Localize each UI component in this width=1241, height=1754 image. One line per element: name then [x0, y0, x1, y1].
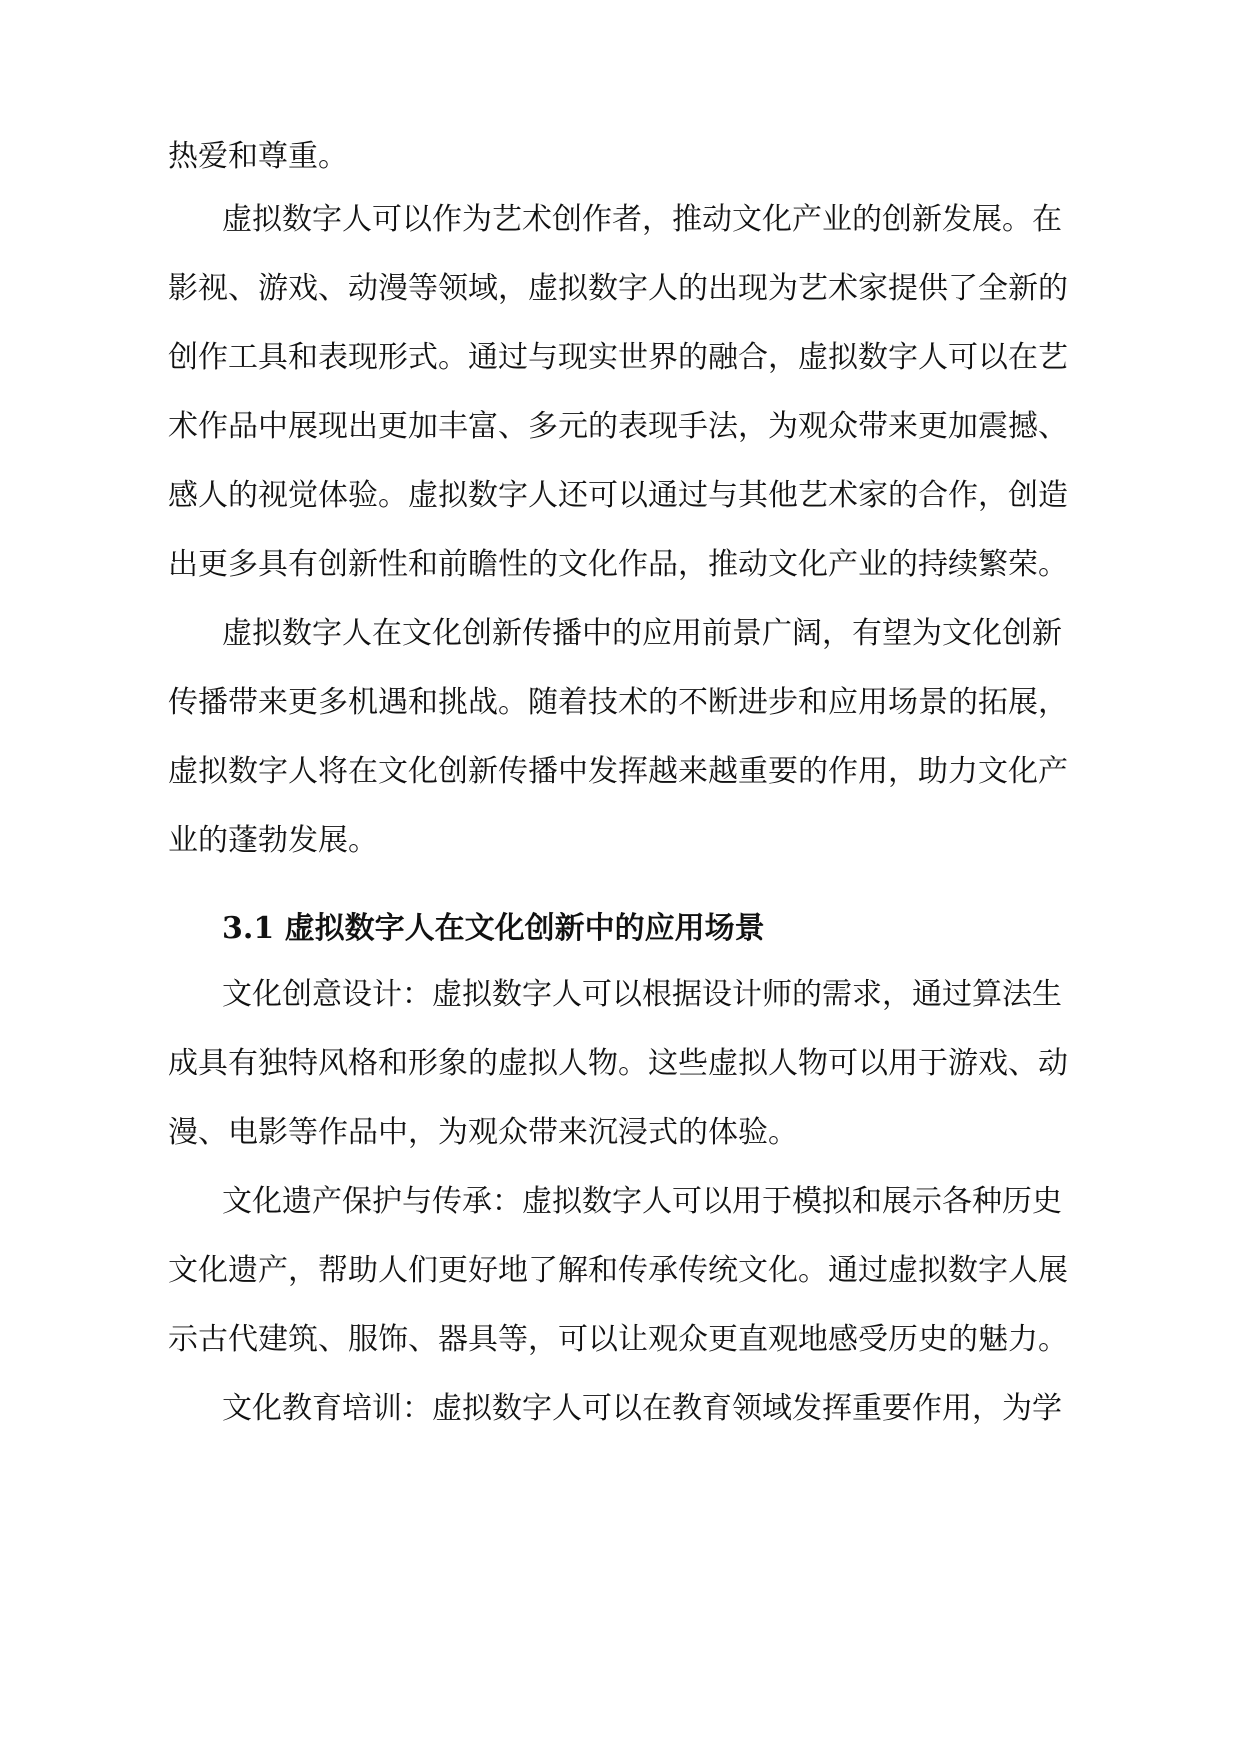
text-line: 文化教育培训：虚拟数字人可以在教育领域发挥重要作用，为学: [222, 1391, 1062, 1426]
text-line: 成具有独特风格和形象的虚拟人物。这些虚拟人物可以用于游戏、动: [168, 1046, 1068, 1081]
text-line: 创作工具和表现形式。通过与现实世界的融合，虚拟数字人可以在艺: [168, 340, 1068, 375]
text-line: 传播带来更多机遇和挑战。随着技术的不断进步和应用场景的拓展，: [168, 685, 1068, 720]
section-heading: 3.1 虚拟数字人在文化创新中的应用场景: [222, 911, 765, 946]
text-line: 漫、电影等作品中，为观众带来沉浸式的体验。: [168, 1115, 798, 1150]
text-line: 业的蓬勃发展。: [168, 823, 378, 858]
text-line: 文化创意设计：虚拟数字人可以根据设计师的需求，通过算法生: [222, 977, 1062, 1012]
text-line: 文化遗产保护与传承：虚拟数字人可以用于模拟和展示各种历史: [222, 1184, 1062, 1219]
text-line: 虚拟数字人可以作为艺术创作者，推动文化产业的创新发展。在: [222, 202, 1062, 237]
text-line: 出更多具有创新性和前瞻性的文化作品，推动文化产业的持续繁荣。: [168, 547, 1068, 582]
text-line: 虚拟数字人将在文化创新传播中发挥越来越重要的作用，助力文化产: [168, 754, 1068, 789]
text-line: 感人的视觉体验。虚拟数字人还可以通过与其他艺术家的合作，创造: [168, 478, 1068, 513]
text-line: 文化遗产，帮助人们更好地了解和传承传统文化。通过虚拟数字人展: [168, 1253, 1068, 1288]
text-line: 影视、游戏、动漫等领域，虚拟数字人的出现为艺术家提供了全新的: [168, 271, 1068, 306]
text-line: 热爱和尊重。: [168, 139, 348, 174]
text-line: 术作品中展现出更加丰富、多元的表现手法，为观众带来更加震撼、: [168, 409, 1068, 444]
text-line: 虚拟数字人在文化创新传播中的应用前景广阔，有望为文化创新: [222, 616, 1062, 651]
text-line: 示古代建筑、服饰、器具等，可以让观众更直观地感受历史的魅力。: [168, 1322, 1068, 1357]
